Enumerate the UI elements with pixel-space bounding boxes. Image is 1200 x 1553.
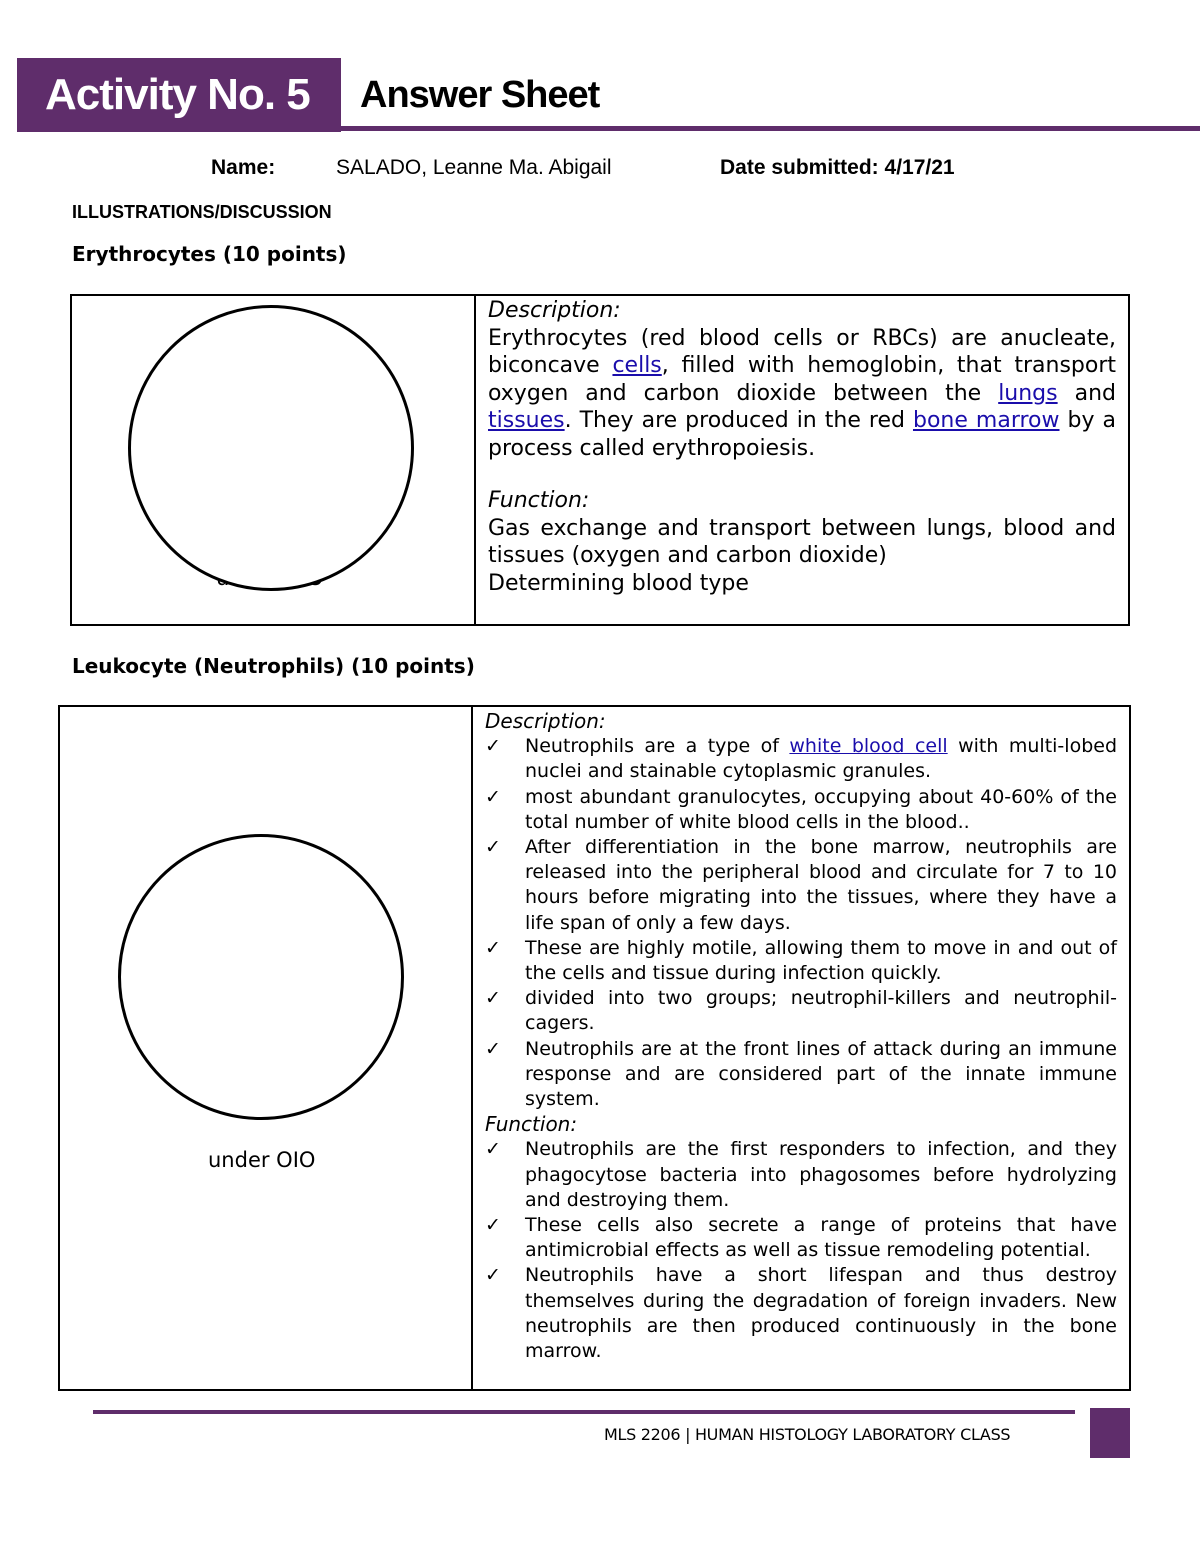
item-text: These cells also secrete a range of proteins that have antimicrobial effects as well as tissue remodeling potential. <box>525 1214 1117 1262</box>
checkmark-icon: ✓ <box>485 987 501 1010</box>
white-blood-cell-link[interactable]: white blood cell <box>789 735 948 758</box>
checkmark-icon: ✓ <box>485 1138 501 1161</box>
erythrocytes-function-label: Function: <box>488 488 590 513</box>
cells-link[interactable]: cells <box>612 353 662 378</box>
date-label: Date submitted: <box>720 156 879 179</box>
checkmark-icon: ✓ <box>485 1214 501 1237</box>
item-text: Neutrophils have a short lifespan and thus destroy themselves during the degradation of foreign invaders. New neutrophils are then produced continuously in the bone marrow. <box>525 1264 1117 1363</box>
section-label: ILLUSTRATIONS/DISCUSSION <box>72 202 332 222</box>
footer-divider <box>93 1410 1075 1414</box>
list-item <box>485 1137 1117 1213</box>
erythrocytes-table <box>70 294 1130 626</box>
list-item <box>485 734 1117 784</box>
item-text: These are highly motile, allowing them to move in and out of the cells and tissue during infection quickly. <box>525 936 1117 985</box>
neutrophils-description <box>485 709 1117 1364</box>
header-divider <box>341 126 1200 131</box>
checkmark-icon: ✓ <box>485 936 501 959</box>
name-value: SALADO, Leanne Ma. Abigail <box>336 156 612 179</box>
item-text: Neutrophils are the first responders to infection, and they phagocytose bacteria into phagosomes before hydrolyzing and destroying them. <box>525 1138 1117 1211</box>
list-item <box>485 1263 1117 1364</box>
erythrocytes-text-cell <box>476 296 1128 624</box>
neutrophils-text-cell <box>473 707 1129 1389</box>
erythrocytes-drawing-circle <box>128 305 414 591</box>
desc-text: by a process called erythropoiesis. <box>488 408 1117 461</box>
item-text: with multi-lobed nuclei and stainable cytoplasmic granules. <box>525 735 1118 783</box>
neutrophils-description-label: Description: <box>485 709 606 733</box>
item-text: most abundant granulocytes, occupying about 40-60% of the total number of white blood cells in the blood.. <box>525 785 1117 833</box>
checkmark-icon: ✓ <box>485 836 501 859</box>
neutrophils-function-label: Function: <box>485 1112 578 1137</box>
erythrocytes-drawing-cell <box>72 296 476 624</box>
erythrocytes-heading: Erythrocytes (10 points) <box>72 242 347 266</box>
desc-text: and <box>1057 380 1116 406</box>
list-item <box>485 936 1117 986</box>
item-text: Neutrophils are at the front lines of attack during an immune response and are considered part of the innate immune system. <box>525 1037 1117 1111</box>
activity-title: Activity No. 5 <box>17 58 341 132</box>
checkmark-icon: ✓ <box>485 1264 501 1287</box>
footer-text: MLS 2206 | HUMAN HISTOLOGY LABORATORY CLASS <box>604 1425 1011 1444</box>
desc-text: , filled with hemoglobin, that transport oxygen and carbon dioxide between the <box>488 353 1116 406</box>
checkmark-icon: ✓ <box>485 735 501 758</box>
checkmark-icon: ✓ <box>485 785 501 808</box>
neutrophils-table <box>58 705 1131 1391</box>
neutrophils-heading: Leukocyte (Neutrophils) (10 points) <box>72 654 475 678</box>
item-text: Neutrophils are a type of <box>525 735 790 758</box>
erythrocytes-function-line: Gas exchange and transport between lungs, blood and tissues (oxygen and carbon dioxide) <box>488 515 1116 568</box>
desc-text: Erythrocytes (red blood cells or RBCs) are anucleate, biconcave <box>488 325 1116 378</box>
item-text: divided into two groups; neutrophil-killers and neutrophil-cagers. <box>525 987 1117 1035</box>
tissues-link[interactable]: tissues <box>488 408 565 433</box>
checkmark-icon: ✓ <box>485 1037 501 1060</box>
sheet-title: Answer Sheet <box>360 74 600 116</box>
bone-marrow-link[interactable]: bone marrow <box>912 408 1060 433</box>
date-submitted <box>720 156 955 180</box>
neutrophils-drawing-cell <box>60 707 473 1389</box>
lungs-link[interactable]: lungs <box>998 380 1058 406</box>
footer-accent-box <box>1090 1408 1130 1458</box>
erythrocytes-description-label: Description: <box>488 298 621 323</box>
date-value: 4/17/21 <box>884 156 955 179</box>
erythrocytes-description <box>488 297 1116 597</box>
list-item <box>485 785 1117 835</box>
list-item <box>485 835 1117 936</box>
name-label: Name: <box>211 156 276 179</box>
list-item <box>485 1213 1117 1263</box>
item-text: After differentiation in the bone marrow, neutrophils are released into the peripheral blood and circulate for 7 to 10 hours before migrating into the tissues, where they have a life span of only a few days. <box>525 836 1117 934</box>
neutrophils-drawing-circle <box>118 834 404 1120</box>
neutrophils-under-label: under OIO <box>208 1148 316 1172</box>
desc-text: . They are produced in the red <box>564 408 913 433</box>
list-item <box>485 1037 1117 1113</box>
list-item <box>485 986 1117 1036</box>
erythrocytes-function-line: Determining blood type <box>488 570 749 596</box>
